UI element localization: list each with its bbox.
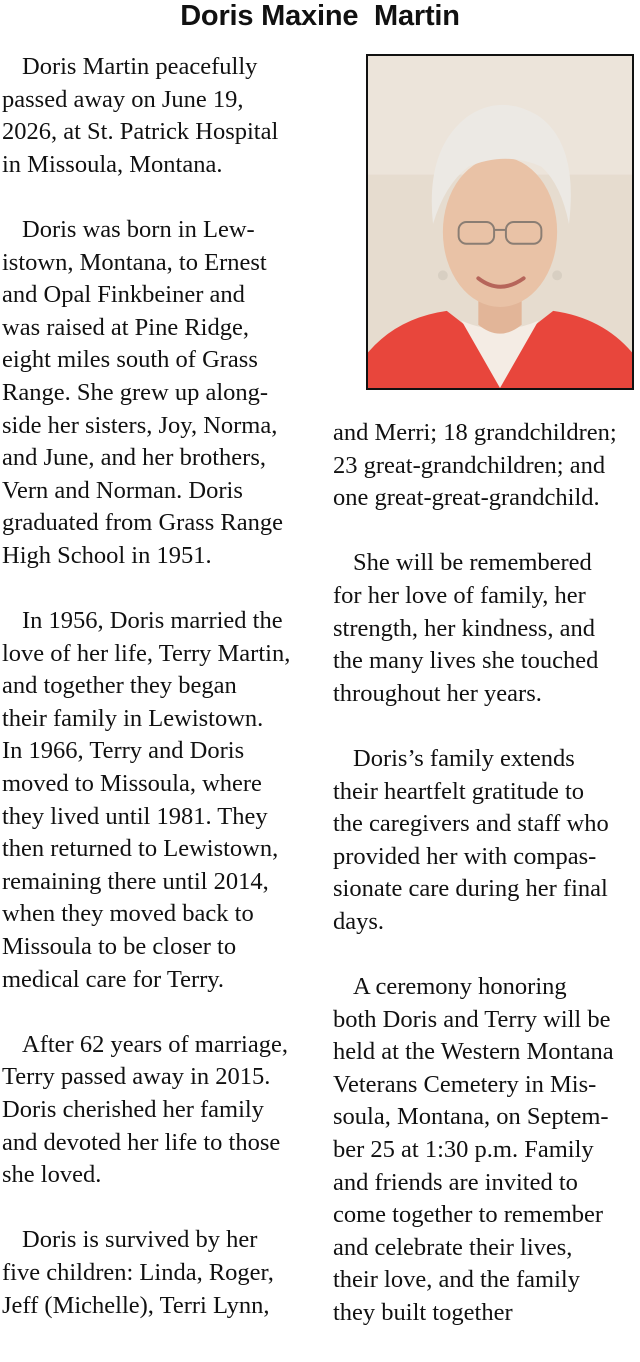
text-line: A ceremony honoring xyxy=(353,973,567,1001)
text-line: in Missoula, Montana. xyxy=(2,150,223,178)
earring-right xyxy=(552,270,562,280)
text-line: passed away on June 19, xyxy=(2,85,244,113)
text-line: for her love of family, her xyxy=(333,581,586,609)
text-line: medical care for Terry. xyxy=(2,965,225,993)
text-line: sionate care during her final xyxy=(333,875,608,903)
text-line: remaining there until 2014, xyxy=(2,867,269,895)
text-line: and June, and her brothers, xyxy=(2,444,266,472)
text-line: Range. She grew up along- xyxy=(2,378,269,406)
text-line: Jeff (Michelle), Terri Lynn, xyxy=(2,1291,270,1319)
right-column xyxy=(333,417,639,1362)
text-line: Doris Martin peacefully xyxy=(22,53,258,80)
text-line: days. xyxy=(333,907,385,935)
text-line: side her sisters, Joy, Norma, xyxy=(2,411,278,439)
paragraph xyxy=(333,743,639,939)
text-line: Doris cherished her family xyxy=(2,1096,264,1123)
text-line: After 62 years of marriage, xyxy=(22,1030,288,1058)
text-line: eight miles south of Grass xyxy=(2,346,258,374)
text-line: one great-great-grandchild. xyxy=(333,484,600,512)
text-line: istown, Montana, to Ernest xyxy=(2,248,267,276)
text-line: In 1966, Terry and Doris xyxy=(2,737,245,765)
text-line: come together to remember xyxy=(333,1201,604,1229)
text-line: and together they began xyxy=(2,672,237,700)
text-line: Doris is survived by her xyxy=(22,1226,258,1254)
portrait-photo-icon xyxy=(368,56,632,388)
text-line: their love, and the family xyxy=(333,1266,580,1294)
paragraph xyxy=(2,214,312,573)
text-line: 2026, at St. Patrick Hospital xyxy=(2,118,279,146)
face-shape xyxy=(443,157,557,307)
text-line: strength, her kindness, and xyxy=(333,614,595,642)
paragraph xyxy=(333,547,639,710)
text-line: then returned to Lewistown, xyxy=(2,835,279,863)
text-line: she loved. xyxy=(2,1161,102,1189)
text-line: graduated from Grass Range xyxy=(2,509,283,537)
paragraph xyxy=(2,1224,312,1322)
text-line: In 1956, Doris married the xyxy=(22,607,283,635)
paragraph xyxy=(2,605,312,996)
text-line: they lived until 1981. They xyxy=(2,802,268,830)
paragraph xyxy=(333,971,639,1330)
text-line: was raised at Pine Ridge, xyxy=(2,313,249,341)
earring-left xyxy=(438,270,448,280)
text-line: and friends are invited to xyxy=(333,1168,578,1196)
obituary-title: Doris Maxine Martin xyxy=(180,0,460,32)
text-line: ber 25 at 1:30 p.m. Family xyxy=(333,1136,594,1164)
text-line: Terry passed away in 2015. xyxy=(2,1063,271,1091)
paragraph xyxy=(2,1029,312,1192)
text-line: Vern and Norman. Doris xyxy=(2,476,243,504)
text-line: both Doris and Terry will be xyxy=(333,1005,611,1033)
text-line: they built together xyxy=(333,1299,513,1327)
text-line: Missoula to be closer to xyxy=(2,933,237,961)
text-line: love of her life, Terry Martin, xyxy=(2,639,291,667)
text-line: and devoted her life to those xyxy=(2,1128,281,1156)
text-line: and Merri; 18 grandchildren; xyxy=(333,419,617,446)
left-column xyxy=(2,51,312,1355)
text-line: held at the Western Montana xyxy=(333,1038,614,1066)
text-line: Doris’s family extends xyxy=(353,744,575,772)
portrait-photo xyxy=(366,54,634,390)
text-line: when they moved back to xyxy=(2,900,254,928)
text-line: the caregivers and staff who xyxy=(333,810,609,838)
text-line: five children: Linda, Roger, xyxy=(2,1258,274,1286)
text-line: and Opal Finkbeiner and xyxy=(2,281,245,309)
text-line: She will be remembered xyxy=(353,549,592,577)
text-line: Veterans Cemetery in Mis- xyxy=(333,1070,597,1098)
text-line: Doris was born in Lew- xyxy=(22,215,255,243)
paragraph xyxy=(333,417,639,515)
text-line: the many lives she touched xyxy=(333,647,599,675)
text-line: and celebrate their lives, xyxy=(333,1233,573,1261)
text-line: High School in 1951. xyxy=(2,541,212,569)
text-line: their family in Lewistown. xyxy=(2,704,264,732)
text-line: 23 great-grandchildren; and xyxy=(333,451,606,479)
text-line: soula, Montana, on Septem- xyxy=(333,1103,609,1131)
text-line: throughout her years. xyxy=(333,679,542,707)
text-line: their heartfelt gratitude to xyxy=(333,777,585,805)
paragraph xyxy=(2,51,312,181)
text-line: moved to Missoula, where xyxy=(2,770,262,798)
text-line: provided her with compas- xyxy=(333,842,597,870)
